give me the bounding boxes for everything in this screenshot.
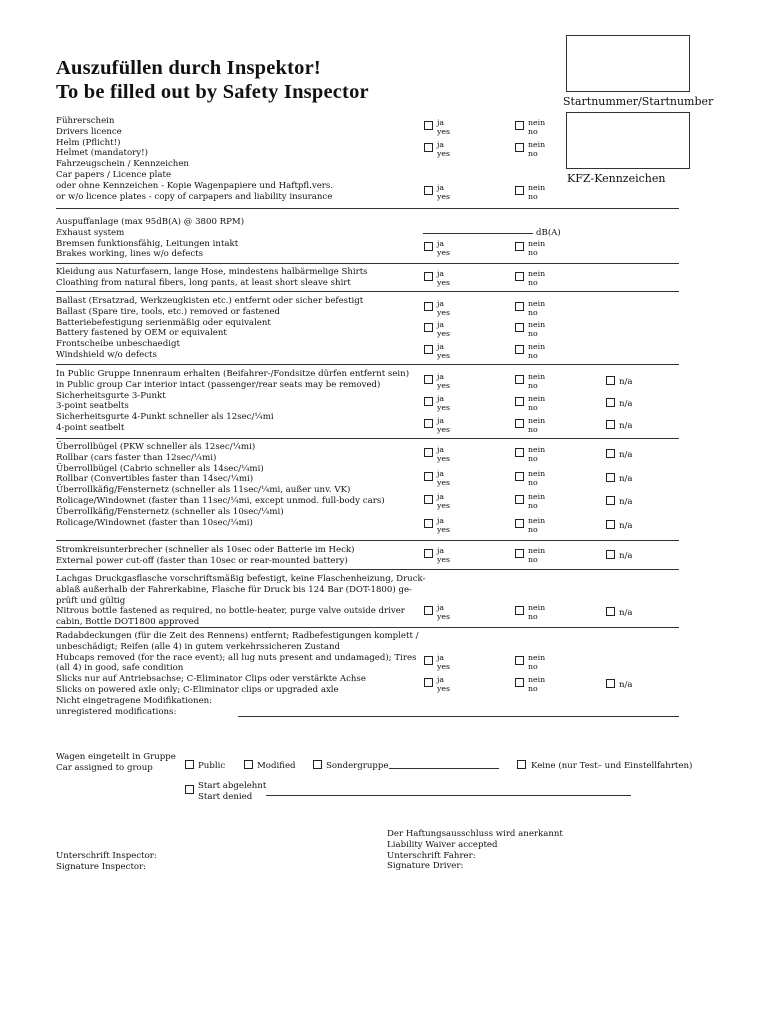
helmet-line: [56, 138, 333, 149]
nein-label: [528, 239, 545, 257]
nein-label: [528, 603, 545, 621]
exhaust-section: [56, 217, 244, 260]
papers-line-en: Car papers / Licence plate: [56, 169, 172, 180]
ja-text: ja: [437, 546, 445, 555]
nein-checkbox[interactable]: [515, 606, 524, 615]
papers-alt-line-en: or w/o licence plates - copy of carpapers and liability insurance: [56, 191, 333, 202]
na-checkbox[interactable]: [606, 496, 615, 505]
ja-label: [437, 140, 450, 158]
yes-text: yes: [437, 381, 451, 390]
ja-text: ja: [437, 342, 445, 351]
nein-text: nein: [528, 603, 546, 612]
ja-text: ja: [437, 416, 445, 425]
nein-label: [528, 118, 545, 136]
rollbar-line: Überrollbügel (PKW schneller als 12sec/¼mi): [56, 442, 256, 452]
nein-checkbox[interactable]: [515, 242, 524, 251]
start-denied-checkbox[interactable]: [185, 785, 194, 794]
yes-text: yes: [437, 501, 451, 510]
divider: [56, 540, 679, 541]
yes-text: yes: [437, 351, 451, 360]
nein-text: nein: [528, 516, 546, 525]
na-label: n/a: [619, 608, 633, 618]
nein-label: [528, 516, 545, 534]
papers-alt-line: oder ohne Kennzeichen - Kopie Wagenpapiere und Haftpfl.vers.: [56, 180, 334, 191]
no-text: no: [528, 501, 538, 510]
ja-label: [437, 675, 450, 693]
ja-label: [437, 269, 450, 287]
ja-checkbox[interactable]: [424, 272, 433, 281]
helmet-line-en: Helmet (mandatory!): [56, 148, 148, 159]
nein-checkbox[interactable]: [515, 397, 524, 406]
nein-label: [528, 394, 545, 412]
nein-label: [528, 653, 545, 671]
title-german: Auszufüllen durch Inspektor!: [56, 57, 321, 79]
group-public-checkbox[interactable]: [185, 760, 194, 769]
yes-text: yes: [437, 478, 451, 487]
ja-text: ja: [437, 320, 445, 329]
group-public-label: Public: [198, 761, 226, 771]
yes-text: yes: [437, 454, 451, 463]
plate-box[interactable]: [566, 112, 690, 169]
yes-text: yes: [437, 555, 451, 564]
nitrous-line-en: Nitrous bottle fastened as required, no bottle-heater, purge valve outside driver: [56, 606, 405, 617]
ja-checkbox[interactable]: [424, 345, 433, 354]
nein-checkbox[interactable]: [515, 302, 524, 311]
nein-text: nein: [528, 118, 546, 127]
yes-text: yes: [437, 425, 451, 434]
ja-checkbox[interactable]: [424, 495, 433, 504]
na-label: n/a: [619, 377, 633, 387]
plate-label: KFZ-Kennzeichen: [567, 172, 666, 185]
inspector-signature-en: Signature Inspector:: [56, 861, 147, 872]
divider: [56, 569, 679, 570]
yes-text: yes: [437, 684, 451, 693]
nein-text: nein: [528, 140, 546, 149]
nitrous-section: [56, 574, 425, 628]
startnumber-label: Startnummer/Startnumber: [563, 95, 714, 108]
start-denied-label: [198, 781, 266, 803]
yes-text: yes: [437, 248, 451, 257]
group-none-checkbox[interactable]: [517, 760, 526, 769]
group-special-checkbox[interactable]: [313, 760, 322, 769]
ja-label: [437, 118, 450, 136]
licence-line: Drivers licence: [56, 126, 122, 137]
rollbar-cabrio-line-en: Rollbar (Convertibles faster than 14sec/¼mi): [56, 474, 254, 485]
title-english: To be filled out by Safety Inspector: [56, 81, 369, 103]
ballast-line: Ballast (Ersatzrad, Werkzeugkisten etc.) entfernt oder sicher befestigt: [56, 296, 364, 306]
divider: [56, 364, 679, 365]
na-checkbox[interactable]: [606, 520, 615, 529]
nein-checkbox[interactable]: [515, 345, 524, 354]
ja-label: [437, 516, 450, 534]
licence-line: Führerschein: [56, 116, 115, 126]
na-checkbox[interactable]: [606, 550, 615, 559]
no-text: no: [528, 192, 538, 201]
ja-label: [437, 320, 450, 338]
nein-label: [528, 492, 545, 510]
no-text: no: [528, 612, 538, 621]
divider: [56, 291, 679, 292]
ja-checkbox[interactable]: [424, 121, 433, 130]
ja-text: ja: [437, 603, 445, 612]
nein-checkbox[interactable]: [515, 549, 524, 558]
divider: [56, 208, 679, 209]
slicks-line: Slicks nur auf Antriebsachse; C-Eliminator Clips oder verstärkte Achse: [56, 674, 366, 685]
no-text: no: [528, 381, 538, 390]
nein-checkbox[interactable]: [515, 519, 524, 528]
group-label: [56, 752, 176, 774]
rollbar-section: [56, 442, 385, 528]
nein-label: [528, 546, 545, 564]
ja-text: ja: [437, 394, 445, 403]
yes-text: yes: [437, 127, 451, 136]
cutoff-line-en: External power cut-off (faster than 10sec or rear-mounted battery): [56, 555, 348, 566]
yes-text: yes: [437, 329, 451, 338]
nein-checkbox[interactable]: [515, 186, 524, 195]
wheels-line-en: Hubcaps removed (for the race event); all lug nuts present and undamaged); Tires: [56, 652, 417, 663]
clothing-line: Kleidung aus Naturfasern, lange Hose, mindestens halbärmelige Shirts: [56, 267, 368, 277]
nein-text: nein: [528, 183, 546, 192]
ja-text: ja: [437, 653, 445, 662]
nein-text: nein: [528, 416, 546, 425]
no-text: no: [528, 403, 538, 412]
nein-checkbox[interactable]: [515, 375, 524, 384]
seatbelt3-line-en: 3-point seatbelts: [56, 401, 129, 412]
nein-text: nein: [528, 342, 546, 351]
seatbelt4-line: Sicherheitsgurte 4-Punkt schneller als 12sec/¼mi: [56, 412, 274, 423]
interior-line-en: in Public group Car interior intact (passenger/rear seats may be removed): [56, 379, 381, 390]
brakes-line-en: Brakes working, lines w/o defects: [56, 249, 204, 260]
ja-label: [437, 416, 450, 434]
nein-label: [528, 469, 545, 487]
na-label: n/a: [619, 551, 633, 561]
ja-checkbox[interactable]: [424, 549, 433, 558]
nein-checkbox[interactable]: [515, 143, 524, 152]
inspector-signature-de: Unterschrift Inspector:: [56, 851, 157, 861]
nein-label: [528, 140, 545, 158]
group-modified-label: Modified: [257, 761, 296, 771]
na-checkbox[interactable]: [606, 376, 615, 385]
modifications-line: Nicht eingetragene Modifikationen:: [56, 695, 213, 706]
nein-checkbox[interactable]: [515, 472, 524, 481]
clothing-line-en: Cloathing from natural fibers, long pants, at least short sleave shirt: [56, 277, 351, 288]
startnumber-box[interactable]: [566, 35, 690, 92]
nein-checkbox[interactable]: [515, 121, 524, 130]
na-label: n/a: [619, 421, 633, 431]
nein-checkbox[interactable]: [515, 323, 524, 332]
ja-label: [437, 546, 450, 564]
rollbar-cabrio-line: Überrollbügel (Cabrio schneller als 14sec/¼mi): [56, 463, 264, 474]
nein-checkbox[interactable]: [515, 448, 524, 457]
no-text: no: [528, 525, 538, 534]
wheels-section: [56, 631, 419, 717]
rollbar-line-en: Rollbar (cars faster than 12sec/¼mi): [56, 452, 217, 463]
ja-checkbox[interactable]: [424, 375, 433, 384]
nitrous-line: Lachgas Druckgasflasche vorschriftsmäßig befestigt, keine Flaschenheizung, Druck-: [56, 574, 426, 584]
exhaust-line-en: Exhaust system: [56, 227, 125, 238]
ja-checkbox[interactable]: [424, 323, 433, 332]
ja-checkbox[interactable]: [424, 606, 433, 615]
db-reading-line[interactable]: [423, 233, 533, 234]
nein-text: nein: [528, 445, 546, 454]
nitrous-line: ablaß außerhalb der Fahrerkabine, Flasche für Druck bis 124 Bar (DOT-1800) ge-: [56, 584, 412, 595]
no-text: no: [528, 684, 538, 693]
ja-label: [437, 492, 450, 510]
ballast-section: [56, 296, 363, 361]
na-checkbox[interactable]: [606, 420, 615, 429]
ja-label: [437, 603, 450, 621]
ja-label: [437, 372, 450, 390]
nein-label: [528, 183, 545, 201]
na-checkbox[interactable]: [606, 398, 615, 407]
ja-label: [437, 239, 450, 257]
ja-checkbox[interactable]: [424, 242, 433, 251]
no-text: no: [528, 454, 538, 463]
nein-text: nein: [528, 239, 546, 248]
yes-text: yes: [437, 662, 451, 671]
nein-checkbox[interactable]: [515, 495, 524, 504]
no-text: no: [528, 662, 538, 671]
no-text: no: [528, 248, 538, 257]
ja-text: ja: [437, 469, 445, 478]
nein-label: [528, 299, 545, 317]
na-label: n/a: [619, 399, 633, 409]
nitrous-line-en: cabin, Bottle DOT1800 approved: [56, 617, 200, 628]
ja-text: ja: [437, 183, 445, 192]
yes-text: yes: [437, 308, 451, 317]
ja-label: [437, 183, 450, 201]
nein-label: [528, 675, 545, 693]
na-checkbox[interactable]: [606, 449, 615, 458]
nein-checkbox[interactable]: [515, 419, 524, 428]
rollcage11-line: Überrollkäfig/Fensternetz (schneller als 11sec/¼mi, außer unv. VK): [56, 485, 351, 496]
yes-text: yes: [437, 612, 451, 621]
ja-checkbox[interactable]: [424, 678, 433, 687]
nein-text: nein: [528, 675, 546, 684]
ballast-line-en: Ballast (Spare tire, tools, etc.) removed or fastened: [56, 306, 280, 317]
brakes-line: Bremsen funktionsfähig, Leitungen intakt: [56, 238, 239, 249]
driver-signature-en: Signature Driver:: [387, 861, 464, 872]
ja-checkbox[interactable]: [424, 186, 433, 195]
yes-text: yes: [437, 525, 451, 534]
windshield-line: Frontscheibe unbeschaedigt: [56, 339, 180, 350]
ja-checkbox[interactable]: [424, 448, 433, 457]
group-special-label: Sondergruppe: [326, 761, 389, 771]
nein-checkbox[interactable]: [515, 678, 524, 687]
na-checkbox[interactable]: [606, 607, 615, 616]
yes-text: yes: [437, 192, 451, 201]
start-denied-en: Start denied: [198, 791, 253, 802]
ja-label: [437, 299, 450, 317]
inspector-signature[interactable]: [56, 851, 157, 873]
no-text: no: [528, 127, 538, 136]
ja-text: ja: [437, 675, 445, 684]
na-label: n/a: [619, 474, 633, 484]
nein-label: [528, 269, 545, 287]
nein-label: [528, 342, 545, 360]
ja-checkbox[interactable]: [424, 302, 433, 311]
yes-text: yes: [437, 278, 451, 287]
group-label-de: Wagen eingeteilt in Gruppe: [56, 752, 176, 762]
group-special-input-line[interactable]: [389, 768, 499, 769]
na-label: n/a: [619, 450, 633, 460]
rollcage10-line-en: Rolicage/Windownet (faster than 10sec/¼mi): [56, 517, 253, 528]
na-label: n/a: [619, 497, 633, 507]
no-text: no: [528, 425, 538, 434]
seatbelt3-line: Sicherheitsgurte 3-Punkt: [56, 390, 166, 401]
no-text: no: [528, 329, 538, 338]
ja-text: ja: [437, 372, 445, 381]
helmet-text: Helm (Pflicht!): [56, 137, 121, 148]
nein-text: nein: [528, 394, 546, 403]
ja-text: ja: [437, 118, 445, 127]
nein-text: nein: [528, 320, 546, 329]
ja-checkbox[interactable]: [424, 143, 433, 152]
ja-checkbox[interactable]: [424, 472, 433, 481]
seatbelt4-line-en: 4-point seatbelt: [56, 422, 125, 433]
licence-section: [56, 116, 333, 202]
nein-text: nein: [528, 372, 546, 381]
yes-text: yes: [437, 149, 451, 158]
ja-label: [437, 653, 450, 671]
driver-signature-de: Unterschrift Fahrer:: [387, 850, 476, 861]
wheels-line-en: (all 4) in good, safe condition: [56, 663, 184, 674]
db-unit: dB(A): [536, 228, 561, 238]
ja-checkbox[interactable]: [424, 656, 433, 665]
battery-line-en: Battery fastened by OEM or equivalent: [56, 328, 227, 339]
yes-text: yes: [437, 403, 451, 412]
ja-checkbox[interactable]: [424, 397, 433, 406]
interior-section: [56, 369, 409, 434]
nein-text: nein: [528, 492, 546, 501]
nein-text: nein: [528, 469, 546, 478]
ja-text: ja: [437, 516, 445, 525]
battery-line: Batteriebefestigung serienmäßig oder equivalent: [56, 317, 271, 328]
nein-text: nein: [528, 653, 546, 662]
no-text: no: [528, 308, 538, 317]
nein-text: nein: [528, 546, 546, 555]
group-modified-checkbox[interactable]: [244, 760, 253, 769]
divider: [56, 438, 679, 439]
no-text: no: [528, 555, 538, 564]
wheels-line: unbeschädigt; Reifen (alle 4) in gutem verkehrssicheren Zustand: [56, 641, 340, 652]
clothing-section: [56, 267, 368, 289]
rollcage10-line: Überrollkäfig/Fensternetz (schneller als 10sec/¼mi): [56, 506, 284, 517]
slicks-line-en: Slicks on powered axle only; C-Eliminator clips or upgraded axle: [56, 684, 339, 695]
modifications-line-en: unregistered modifications:: [56, 706, 177, 717]
no-text: no: [528, 278, 538, 287]
exhaust-line: Auspuffanlage (max 95dB(A) @ 3800 RPM): [56, 217, 245, 227]
driver-signature[interactable]: [387, 829, 563, 872]
ja-checkbox[interactable]: [424, 519, 433, 528]
divider: [56, 263, 679, 264]
no-text: no: [528, 149, 538, 158]
papers-line: Fahrzeugschein / Kennzeichen: [56, 159, 189, 170]
ja-text: ja: [437, 269, 445, 278]
nein-text: nein: [528, 299, 546, 308]
nein-text: nein: [528, 269, 546, 278]
ja-label: [437, 469, 450, 487]
interior-line: In Public Gruppe Innenraum erhalten (Beifahrer-/Fondsitze dürfen entfernt sein): [56, 369, 410, 379]
cutoff-section: [56, 545, 354, 567]
nitrous-line: prüft und gültig: [56, 595, 126, 606]
nein-checkbox[interactable]: [515, 272, 524, 281]
waiver-en: Liability Waiver accepted: [387, 839, 498, 850]
na-label: n/a: [619, 680, 633, 690]
na-checkbox[interactable]: [606, 473, 615, 482]
cutoff-line: Stromkreisunterbrecher (schneller als 10sec oder Batterie im Heck): [56, 545, 355, 555]
ja-label: [437, 342, 450, 360]
ja-text: ja: [437, 140, 445, 149]
group-none-label: Keine (nur Test– und Einstellfahrten): [531, 761, 693, 771]
no-text: no: [528, 351, 538, 360]
ja-text: ja: [437, 239, 445, 248]
ja-text: ja: [437, 299, 445, 308]
ja-text: ja: [437, 492, 445, 501]
ja-text: ja: [437, 445, 445, 454]
modifications-input-line[interactable]: [238, 716, 679, 717]
nein-label: [528, 445, 545, 463]
nein-checkbox[interactable]: [515, 656, 524, 665]
nein-label: [528, 416, 545, 434]
rollcage11-line-en: Rolicage/Windownet (faster than 11sec/¼mi, except unmod. full-body cars): [56, 495, 385, 506]
start-denied-reason-line[interactable]: [266, 795, 631, 796]
nein-label: [528, 372, 545, 390]
wheels-line: Radabdeckungen (für die Zeit des Rennens) entfernt; Radbefestigungen komplett /: [56, 631, 419, 641]
start-denied-de: Start abgelehnt: [198, 781, 267, 791]
na-checkbox[interactable]: [606, 679, 615, 688]
windshield-line-en: Windshield w/o defects: [56, 349, 157, 360]
ja-label: [437, 394, 450, 412]
group-label-en: Car assigned to group: [56, 762, 153, 773]
waiver-de: Der Haftungsausschluss wird anerkannt: [387, 829, 563, 839]
no-text: no: [528, 478, 538, 487]
nein-label: [528, 320, 545, 338]
na-label: n/a: [619, 521, 633, 531]
ja-label: [437, 445, 450, 463]
ja-checkbox[interactable]: [424, 419, 433, 428]
divider: [56, 627, 679, 628]
